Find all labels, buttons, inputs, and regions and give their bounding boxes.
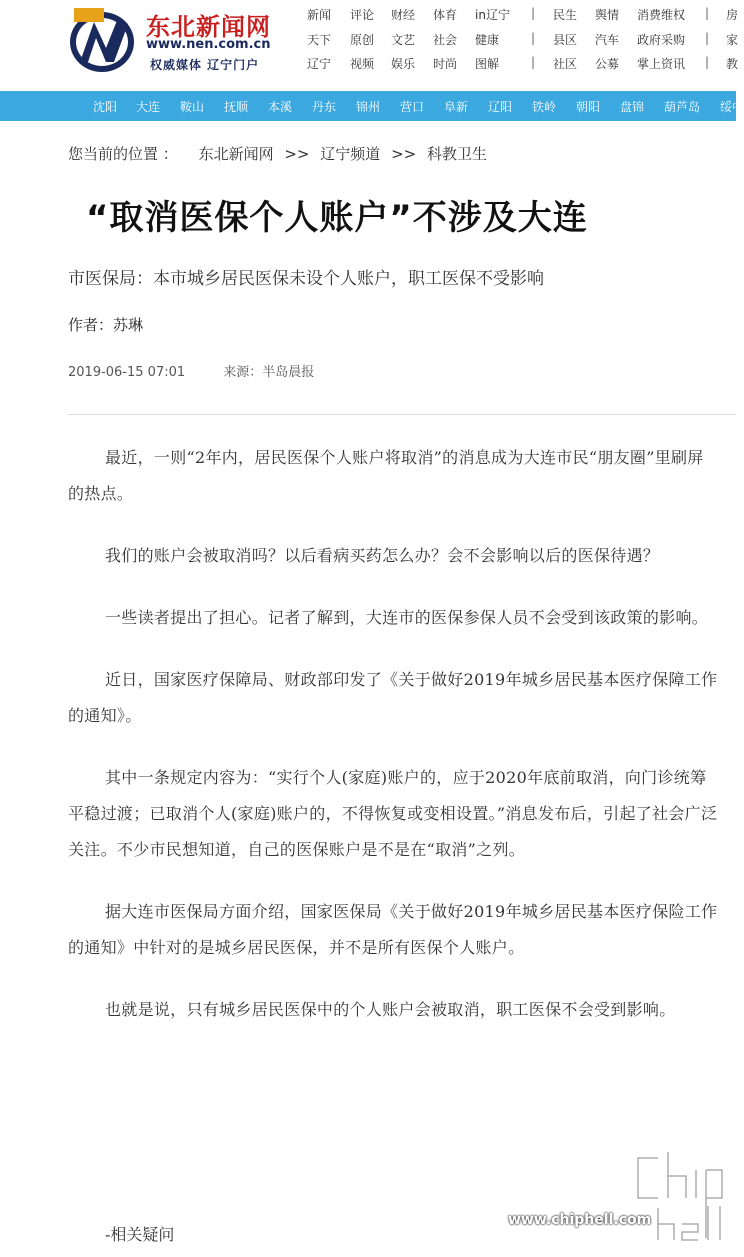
city-link[interactable]: 沈阳 [93, 100, 118, 114]
city-link[interactable]: 鞍山 [180, 100, 205, 114]
nav-link[interactable]: 图解 [475, 57, 500, 71]
logo-slogan: 权威媒体 辽宁门户 [150, 58, 260, 72]
related-questions-heading: -相关疑问 [105, 1225, 175, 1244]
nav-link[interactable]: 体育 [433, 8, 458, 22]
breadcrumb-link-channel[interactable]: 辽宁频道 [320, 145, 381, 163]
chiphell-watermark [508, 1148, 732, 1248]
city-link[interactable]: 葫芦岛 [664, 100, 701, 114]
nav-separator: | [531, 31, 536, 45]
nav-link[interactable]: 新闻 [307, 8, 332, 22]
article-body [68, 440, 718, 1054]
article-paragraph: 最近，一则“2年内，居民医保个人账户将取消”的消息成为大连市民“朋友圈”里刷屏的热点。 [68, 448, 704, 503]
article-date: 2019-06-15 07:01 [68, 365, 186, 380]
article-title: “取消医保个人账户”不涉及大连 [86, 198, 588, 238]
city-link[interactable]: 营口 [400, 100, 425, 114]
nav-separator: | [705, 55, 710, 69]
article-paragraph: 据大连市医保局方面介绍，国家医保局《关于做好2019年城乡居民基本医疗保险工作的通知》中针对的是城乡居民医保，并不是所有医保个人账户。 [68, 902, 718, 957]
article-author: 作者：苏琳 [68, 316, 144, 334]
nav-link[interactable]: 政府采购 [637, 33, 686, 47]
city-link[interactable]: 丹东 [312, 100, 337, 114]
nav-link[interactable]: 健康 [475, 33, 500, 47]
nav-separator: | [531, 55, 536, 69]
header-divider [68, 414, 736, 415]
nav-link[interactable]: 房 [726, 8, 739, 22]
article-paragraph: 其中一条规定内容为：“实行个人(家庭)账户的，应于2020年底前取消，向门诊统筹平稳过渡；已取消个人(家庭)账户的，不得恢复或变相设置。”消息发布后，引起了社会广泛关注。不少市民想知道，自己的医保账户是不是在“取消”之列。 [68, 768, 718, 859]
nav-link[interactable]: 社区 [553, 57, 578, 71]
city-link[interactable]: 抚顺 [224, 100, 249, 114]
breadcrumb-separator: >> [284, 145, 310, 163]
nav-link[interactable]: 视频 [350, 57, 375, 71]
breadcrumb [68, 143, 493, 164]
chiphell-logo-icon [508, 1148, 732, 1248]
breadcrumb-link-section[interactable]: 科教卫生 [427, 145, 488, 163]
nav-link[interactable]: 财经 [391, 8, 416, 22]
nav-link[interactable]: 天下 [307, 33, 332, 47]
nav-link[interactable]: 时尚 [433, 57, 458, 71]
article-source: 来源：半岛晨报 [223, 365, 315, 380]
breadcrumb-separator: >> [391, 145, 417, 163]
nav-link[interactable]: 娱乐 [391, 57, 416, 71]
nav-separator: | [531, 6, 536, 20]
city-link[interactable]: 阜新 [444, 100, 469, 114]
nav-link[interactable]: 文艺 [391, 33, 416, 47]
article-paragraph: 我们的账户会被取消吗？以后看病买药怎么办？会不会影响以后的医保待遇？ [105, 546, 660, 565]
nav-link[interactable]: in辽宁 [475, 8, 510, 22]
article-paragraph: 近日，国家医疗保障局、财政部印发了《关于做好2019年城乡居民基本医疗保障工作的通知》。 [68, 670, 718, 725]
nav-link[interactable]: 公募 [595, 57, 620, 71]
city-link[interactable]: 绥中 [720, 100, 744, 114]
logo-url: www.nen.com.cn [146, 37, 271, 52]
nav-separator: | [705, 6, 710, 20]
top-nav [0, 0, 739, 90]
nav-link[interactable]: 汽车 [595, 33, 620, 47]
nav-link[interactable]: 辽宁 [307, 57, 332, 71]
city-nav-bar [0, 91, 744, 121]
nav-link[interactable]: 评论 [350, 8, 375, 22]
city-link[interactable]: 大连 [136, 100, 161, 114]
watermark-url: www.chiphell.com [508, 1212, 652, 1228]
breadcrumb-link-home[interactable]: 东北新闻网 [198, 145, 274, 163]
article-meta [68, 361, 314, 380]
city-link[interactable]: 朝阳 [576, 100, 601, 114]
breadcrumb-prefix: 您当前的位置 ： [68, 145, 178, 163]
city-link[interactable]: 铁岭 [532, 100, 557, 114]
article-subtitle: 市医保局：本市城乡居民医保未设个人账户，职工医保不受影响 [68, 269, 544, 289]
nav-link[interactable]: 县区 [553, 33, 578, 47]
nav-link[interactable]: 原创 [350, 33, 375, 47]
city-link[interactable]: 盘锦 [620, 100, 645, 114]
nav-link[interactable]: 掌上资讯 [637, 57, 686, 71]
logo-title: 东北新闻网 [146, 13, 271, 41]
nav-separator: | [705, 31, 710, 45]
city-link[interactable]: 辽阳 [488, 100, 513, 114]
article-paragraph: 也就是说，只有城乡居民医保中的个人账户会被取消，职工医保不会受到影响。 [105, 1000, 676, 1019]
nav-link[interactable]: 舆情 [595, 8, 620, 22]
nav-link[interactable]: 消费维权 [637, 8, 686, 22]
city-link[interactable]: 本溪 [268, 100, 293, 114]
nav-link[interactable]: 家 [726, 33, 739, 47]
city-link[interactable]: 锦州 [356, 100, 381, 114]
nav-link[interactable]: 民生 [553, 8, 578, 22]
site-header [0, 0, 739, 90]
nav-link[interactable]: 教 [726, 57, 739, 71]
nav-link[interactable]: 社会 [433, 33, 458, 47]
article-paragraph: 一些读者提出了担心。记者了解到，大连市的医保参保人员不会受到该政策的影响。 [105, 608, 709, 627]
